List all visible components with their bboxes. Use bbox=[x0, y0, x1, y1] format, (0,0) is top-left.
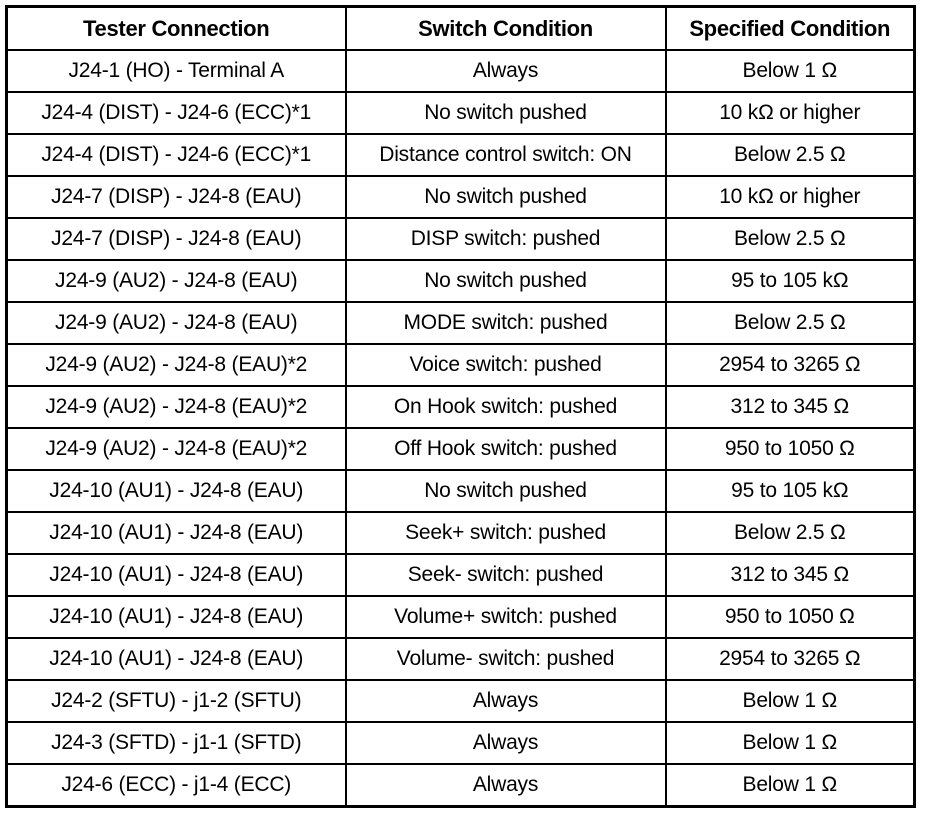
header-specified-condition: Specified Condition bbox=[666, 7, 915, 51]
cell-tester-connection: J24-10 (AU1) - J24-8 (EAU) bbox=[7, 596, 346, 638]
cell-specified-condition: 2954 to 3265 Ω bbox=[666, 638, 915, 680]
cell-switch-condition: Always bbox=[346, 764, 666, 807]
table-row bbox=[7, 512, 915, 554]
cell-tester-connection: J24-1 (HO) - Terminal A bbox=[7, 50, 346, 92]
cell-specified-condition: 312 to 345 Ω bbox=[666, 386, 915, 428]
cell-specified-condition: Below 2.5 Ω bbox=[666, 134, 915, 176]
cell-tester-connection: J24-7 (DISP) - J24-8 (EAU) bbox=[7, 176, 346, 218]
cell-tester-connection: J24-3 (SFTD) - j1-1 (SFTD) bbox=[7, 722, 346, 764]
cell-tester-connection: J24-10 (AU1) - J24-8 (EAU) bbox=[7, 512, 346, 554]
cell-switch-condition: Always bbox=[346, 50, 666, 92]
table-row bbox=[7, 50, 915, 92]
cell-specified-condition: Below 1 Ω bbox=[666, 680, 915, 722]
table-body bbox=[7, 50, 915, 807]
cell-tester-connection: J24-9 (AU2) - J24-8 (EAU) bbox=[7, 302, 346, 344]
cell-specified-condition: 950 to 1050 Ω bbox=[666, 596, 915, 638]
cell-specified-condition: 950 to 1050 Ω bbox=[666, 428, 915, 470]
table-row bbox=[7, 344, 915, 386]
cell-switch-condition: Volume- switch: pushed bbox=[346, 638, 666, 680]
cell-tester-connection: J24-7 (DISP) - J24-8 (EAU) bbox=[7, 218, 346, 260]
cell-switch-condition: Seek+ switch: pushed bbox=[346, 512, 666, 554]
table-row bbox=[7, 470, 915, 512]
cell-specified-condition: 312 to 345 Ω bbox=[666, 554, 915, 596]
table-row bbox=[7, 638, 915, 680]
cell-switch-condition: DISP switch: pushed bbox=[346, 218, 666, 260]
cell-switch-condition: No switch pushed bbox=[346, 92, 666, 134]
header-row bbox=[7, 7, 915, 51]
cell-tester-connection: J24-9 (AU2) - J24-8 (EAU)*2 bbox=[7, 344, 346, 386]
cell-tester-connection: J24-10 (AU1) - J24-8 (EAU) bbox=[7, 554, 346, 596]
cell-specified-condition: 10 kΩ or higher bbox=[666, 92, 915, 134]
cell-switch-condition: Always bbox=[346, 680, 666, 722]
table-row bbox=[7, 428, 915, 470]
header-switch-condition: Switch Condition bbox=[346, 7, 666, 51]
cell-tester-connection: J24-9 (AU2) - J24-8 (EAU) bbox=[7, 260, 346, 302]
cell-specified-condition: 2954 to 3265 Ω bbox=[666, 344, 915, 386]
table-row bbox=[7, 596, 915, 638]
cell-switch-condition: Voice switch: pushed bbox=[346, 344, 666, 386]
cell-tester-connection: J24-9 (AU2) - J24-8 (EAU)*2 bbox=[7, 428, 346, 470]
table-row bbox=[7, 218, 915, 260]
table-row bbox=[7, 680, 915, 722]
cell-specified-condition: Below 2.5 Ω bbox=[666, 302, 915, 344]
table-row bbox=[7, 722, 915, 764]
table-row bbox=[7, 554, 915, 596]
cell-specified-condition: 95 to 105 kΩ bbox=[666, 260, 915, 302]
cell-switch-condition: Volume+ switch: pushed bbox=[346, 596, 666, 638]
cell-tester-connection: J24-6 (ECC) - j1-4 (ECC) bbox=[7, 764, 346, 807]
cell-tester-connection: J24-4 (DIST) - J24-6 (ECC)*1 bbox=[7, 134, 346, 176]
cell-tester-connection: J24-10 (AU1) - J24-8 (EAU) bbox=[7, 638, 346, 680]
cell-switch-condition: Always bbox=[346, 722, 666, 764]
cell-specified-condition: Below 2.5 Ω bbox=[666, 218, 915, 260]
cell-switch-condition: No switch pushed bbox=[346, 470, 666, 512]
cell-switch-condition: No switch pushed bbox=[346, 260, 666, 302]
cell-switch-condition: Seek- switch: pushed bbox=[346, 554, 666, 596]
cell-specified-condition: Below 1 Ω bbox=[666, 722, 915, 764]
table-row bbox=[7, 134, 915, 176]
table-row bbox=[7, 176, 915, 218]
cell-tester-connection: J24-9 (AU2) - J24-8 (EAU)*2 bbox=[7, 386, 346, 428]
inspection-table bbox=[5, 5, 916, 808]
cell-switch-condition: MODE switch: pushed bbox=[346, 302, 666, 344]
cell-switch-condition: No switch pushed bbox=[346, 176, 666, 218]
table-row bbox=[7, 764, 915, 807]
cell-tester-connection: J24-4 (DIST) - J24-6 (ECC)*1 bbox=[7, 92, 346, 134]
cell-switch-condition: Off Hook switch: pushed bbox=[346, 428, 666, 470]
header-tester-connection: Tester Connection bbox=[7, 7, 346, 51]
cell-specified-condition: Below 1 Ω bbox=[666, 764, 915, 807]
cell-tester-connection: J24-10 (AU1) - J24-8 (EAU) bbox=[7, 470, 346, 512]
table-header bbox=[7, 7, 915, 51]
cell-specified-condition: Below 1 Ω bbox=[666, 50, 915, 92]
table-row bbox=[7, 92, 915, 134]
cell-specified-condition: 95 to 105 kΩ bbox=[666, 470, 915, 512]
cell-switch-condition: On Hook switch: pushed bbox=[346, 386, 666, 428]
cell-specified-condition: Below 2.5 Ω bbox=[666, 512, 915, 554]
table-row bbox=[7, 386, 915, 428]
table-row bbox=[7, 260, 915, 302]
cell-switch-condition: Distance control switch: ON bbox=[346, 134, 666, 176]
cell-specified-condition: 10 kΩ or higher bbox=[666, 176, 915, 218]
cell-tester-connection: J24-2 (SFTU) - j1-2 (SFTU) bbox=[7, 680, 346, 722]
table-row bbox=[7, 302, 915, 344]
